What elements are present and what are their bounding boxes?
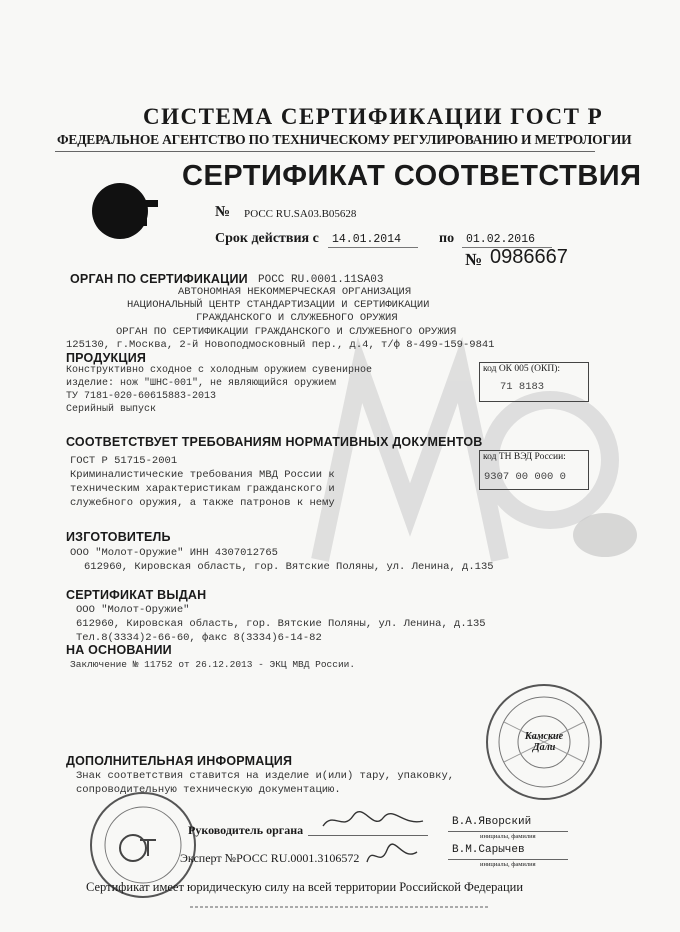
okp-label: код ОК 005 (ОКП): (483, 364, 561, 374)
manufacturer-line: ООО "Молот-Оружие" ИНН 4307012765 (70, 547, 278, 559)
head-signature (318, 806, 428, 836)
product-label: ПРОДУКЦИЯ (66, 351, 147, 365)
issued-line: ООО "Молот-Оружие" (76, 604, 190, 616)
organ-line: ГРАЖДАНСКОГО И СЛУЖЕБНОГО ОРУЖИЯ (196, 312, 398, 324)
system-title: СИСТЕМА СЕРТИФИКАЦИИ ГОСТ Р (143, 104, 604, 129)
validity-label: Срок действия с (215, 231, 319, 246)
expert-signature (362, 840, 422, 870)
validity-note: Сертификат имеет юридическую силу на всей территории Российской Федерации (86, 880, 524, 894)
organ-line: АВТОНОМНАЯ НЕКОММЕРЧЕСКАЯ ОРГАНИЗАЦИЯ (178, 286, 412, 298)
head-label: Руководитель органа (188, 823, 304, 837)
conformity-line: Криминалистические требования МВД России к (70, 469, 335, 481)
head-signature-line (308, 835, 428, 836)
stamp-text: Камские Дали (524, 731, 564, 753)
agency-name: ФЕДЕРАЛЬНОЕ АГЕНТСТВО ПО ТЕХНИЧЕСКОМУ РЕГУЛИРОВАНИЮ И МЕТРОЛОГИИ (57, 132, 632, 147)
expert-name: В.М.Сарычев (452, 844, 525, 856)
certificate-number: РОСС RU.SA03.B05628 (244, 208, 357, 220)
basis-label: НА ОСНОВАНИИ (66, 643, 172, 657)
product-line: Серийный выпуск (66, 404, 157, 415)
issued-label: СЕРТИФИКАТ ВЫДАН (66, 588, 207, 602)
certificate-title: СЕРТИФИКАТ СООТВЕТСТВИЯ (182, 160, 642, 192)
organ-address: 125130, г.Москва, 2-й Новоподмосковный пер., д.4, т/ф 8-499-159-9841 (66, 339, 495, 351)
expert-caption: инициалы, фамилия (480, 861, 536, 868)
conformity-line: служебного оружия, а также патронов к нему (70, 497, 335, 509)
tnved-label: код ТН ВЭД России: (483, 452, 566, 462)
organ-line: НАЦИОНАЛЬНЫЙ ЦЕНТР СТАНДАРТИЗАЦИИ И СЕРТИФИКАЦИИ (127, 299, 430, 311)
product-line: изделие: нож "ШНС-001", не являющийся оружием (66, 378, 337, 389)
serial-label: № (465, 250, 483, 269)
conformity-line: техническим характеристикам гражданского и (70, 483, 335, 495)
conformity-label: СООТВЕТСТВУЕТ ТРЕБОВАНИЯМ НОРМАТИВНЫХ ДОКУМЕНТОВ (66, 435, 483, 449)
head-caption: инициалы, фамилия (480, 833, 536, 840)
manufacturer-label: ИЗГОТОВИТЕЛЬ (66, 530, 171, 544)
additional-line: Знак соответствия ставится на изделие и(или) тару, упаковку, (76, 770, 455, 782)
conformity-line: ГОСТ Р 51715-2001 (70, 455, 178, 467)
expert-name-line (448, 859, 568, 860)
serial-number: 0986667 (490, 246, 568, 268)
organ-label: ОРГАН ПО СЕРТИФИКАЦИИ (70, 272, 248, 286)
number-label: № (215, 204, 231, 220)
additional-line: сопроводительную техническую документацию. (76, 784, 341, 796)
tnved-value: 9307 00 000 0 (484, 471, 566, 483)
organ-line: ОРГАН ПО СЕРТИФИКАЦИИ ГРАЖДАНСКОГО И СЛУЖЕБНОГО ОРУЖИЯ (116, 326, 457, 338)
okp-value: 71 8183 (500, 381, 545, 393)
header-divider (55, 151, 595, 152)
head-name: В.А.Яворский (452, 816, 532, 828)
issued-phone: Тел.8(3334)2-66-60, факс 8(3334)6-14-82 (76, 632, 322, 644)
basis-line: Заключение № 11752 от 26.12.2013 - ЭКЦ МВД России. (70, 659, 356, 670)
product-line: Конструктивно сходное с холодным оружием сувенирное (66, 365, 373, 376)
manufacturer-address: 612960, Кировская область, гор. Вятские Поляны, ул. Ленина, д.135 (84, 561, 494, 573)
gost-logo (90, 180, 160, 247)
additional-label: ДОПОЛНИТЕЛЬНАЯ ИНФОРМАЦИЯ (66, 754, 293, 768)
issued-address: 612960, Кировская область, гор. Вятские Поляны, ул. Ленина, д.135 (76, 618, 486, 630)
head-name-line (448, 831, 568, 832)
expert-label: Эксперт №РОСС RU.0001.3106572 (180, 851, 360, 865)
validity-from-line (328, 247, 418, 248)
organ-code: РОСС RU.0001.11SA03 (258, 274, 384, 286)
footer-fine-print (190, 906, 490, 908)
validity-to: 01.02.2016 (466, 233, 536, 246)
product-line: ТУ 7181-020-60615883-2013 (66, 391, 217, 402)
validity-to-label: по (439, 231, 455, 246)
validity-from: 14.01.2014 (332, 233, 402, 246)
